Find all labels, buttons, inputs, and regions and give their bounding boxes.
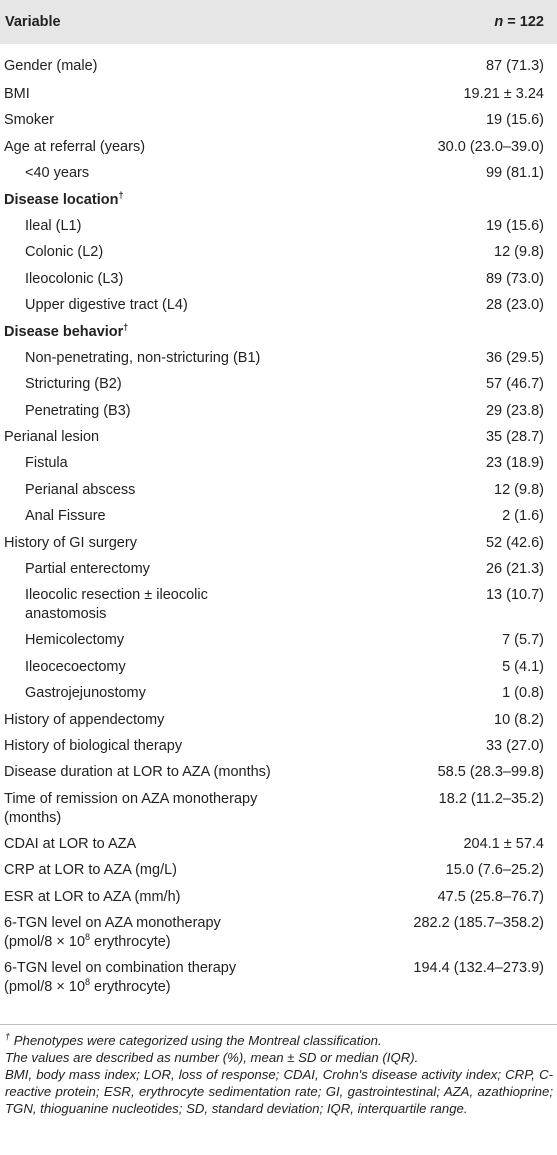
row-label: Smoker: [4, 112, 54, 129]
table-row: [0, 476, 557, 502]
row-value: [390, 318, 557, 344]
row-label: Fistula: [25, 455, 68, 472]
row-value: 99 (81.1): [485, 165, 544, 182]
row-label: History of biological therapy: [4, 737, 183, 754]
row-value: 29 (23.8): [485, 402, 544, 419]
row-value: 87 (71.3): [485, 58, 544, 74]
table-row: [0, 238, 557, 264]
table-row: [0, 133, 557, 159]
table-row: [0, 653, 557, 679]
row-label: Upper digestive tract (L4): [25, 297, 188, 314]
row-label: ESR at LOR to AZA (mm/h): [4, 888, 181, 905]
row-label: Anal Fissure: [25, 508, 106, 525]
row-label: Disease duration at LOR to AZA (months): [4, 764, 271, 781]
row-label: Perianal abscess: [25, 481, 136, 498]
row-label: Ileal (L1): [25, 217, 82, 234]
row-label: Non-penetrating, non-stricturing (B1): [25, 349, 261, 366]
row-label: Partial enterectomy: [25, 561, 150, 578]
table-row: [0, 732, 557, 758]
table-row: [0, 626, 557, 652]
row-label-line1: Ileocolic resection ± ileocolic: [25, 587, 208, 604]
table-row: [0, 954, 557, 999]
row-value: 282.2 (185.7–358.2): [413, 914, 544, 931]
row-label: Age at referral (years): [4, 138, 146, 155]
row-value: 28 (23.0): [485, 297, 544, 314]
section-label-text: Disease behavior: [4, 323, 124, 340]
section-row: [0, 318, 557, 344]
row-label: CDAI at LOR to AZA: [4, 835, 137, 852]
row-label-line2b: erythrocyte): [90, 978, 171, 995]
row-value: 58.5 (28.3–99.8): [437, 764, 544, 781]
row-value: 47.5 (25.8–76.7): [437, 888, 544, 905]
row-value: 12 (9.8): [494, 481, 544, 498]
row-label: Stricturing (B2): [25, 376, 122, 393]
table-row: [0, 581, 557, 626]
row-value: 19.21 ± 3.24: [463, 86, 544, 102]
row-value: 12 (9.8): [494, 244, 544, 261]
section-label-text: Disease location: [4, 191, 119, 208]
row-label: Ileocecoectomy: [25, 658, 126, 675]
table-row: [0, 502, 557, 528]
row-label: [0, 909, 390, 954]
row-value: 26 (21.3): [485, 561, 544, 578]
row-label: Perianal lesion: [4, 429, 100, 446]
dagger-mark: †: [5, 1031, 11, 1042]
row-value: 35 (28.7): [485, 429, 544, 446]
table-row: [0, 883, 557, 909]
exponent: 8: [85, 932, 91, 943]
row-label: Ileocolonic (L3): [25, 270, 124, 287]
section-label: [0, 186, 390, 212]
row-value: 194.4 (132.4–273.9): [413, 959, 544, 976]
row-label-line1: 6-TGN level on combination therapy: [4, 959, 237, 976]
row-label-line2b: erythrocyte): [90, 933, 171, 950]
row-value: 52 (42.6): [485, 534, 544, 551]
table-row: [0, 212, 557, 238]
table-row: [0, 449, 557, 475]
row-value: 10 (8.2): [494, 711, 544, 728]
row-value: 89 (73.0): [485, 270, 544, 287]
row-label-line2: anastomosis: [25, 606, 107, 623]
exponent: 8: [85, 977, 91, 988]
table-row: [0, 679, 557, 705]
row-label: Gender (male): [4, 58, 98, 74]
row-label-line2: (months): [4, 809, 62, 826]
row-value: 18.2 (11.2–35.2): [438, 790, 544, 807]
header-n-label: n: [494, 14, 504, 30]
footnote-montreal: [5, 1032, 553, 1049]
table-row: [0, 344, 557, 370]
footnote-divider: [0, 1024, 557, 1025]
row-value: 13 (10.7): [485, 587, 544, 604]
row-value: 15.0 (7.6–25.2): [445, 862, 544, 879]
table-header-row: [0, 0, 557, 44]
row-value: 57 (46.7): [485, 376, 544, 393]
row-label: Colonic (L2): [25, 244, 104, 261]
row-label-line1: 6-TGN level on AZA monotherapy: [4, 914, 221, 931]
table-row: [0, 856, 557, 882]
row-label: [0, 581, 390, 626]
row-value: [390, 186, 557, 212]
footnote-abbreviations: BMI, body mass index; LOR, loss of response; CDAI, Crohn's disease activity index; CRP, C-reactive protein; ESR, erythrocyte sedimentation rate; GI, gastrointestinal; AZA, azathioprine; TGN, thioguanine nucleotides; SD, standard deviation; IQR, interquartile range.: [5, 1067, 553, 1116]
table-row: [0, 529, 557, 555]
header-variable: Variable: [5, 14, 61, 30]
header-n-value: = 122: [503, 14, 544, 30]
dagger-mark: †: [123, 321, 129, 332]
row-value: 2 (1.6): [502, 508, 544, 525]
table-row: [0, 423, 557, 449]
row-value: 19 (15.6): [485, 217, 544, 234]
row-label-line1: Time of remission on AZA monotherapy: [4, 790, 258, 807]
table-row: [0, 370, 557, 396]
table-row: [0, 291, 557, 317]
table-row: [0, 397, 557, 423]
table-row: [0, 44, 557, 80]
row-value: 36 (29.5): [485, 349, 544, 366]
table-row: [0, 909, 557, 954]
row-label: BMI: [4, 86, 30, 102]
table-footnotes: [5, 1032, 553, 1117]
row-label: Gastrojejunostomy: [25, 685, 146, 702]
row-label: CRP at LOR to AZA (mg/L): [4, 862, 177, 879]
row-label-line2a: (pmol/8 × 10: [4, 933, 86, 950]
row-value: 33 (27.0): [485, 737, 544, 754]
table-row: [0, 159, 557, 185]
row-value: 1 (0.8): [502, 685, 544, 702]
table-row: [0, 555, 557, 581]
row-label: [0, 954, 390, 999]
row-value: 5 (4.1): [502, 658, 544, 675]
row-value: 7 (5.7): [502, 632, 544, 649]
row-label: <40 years: [25, 165, 90, 182]
table-row: [0, 830, 557, 856]
table-row: [0, 80, 557, 106]
row-label: Hemicolectomy: [25, 632, 125, 649]
footnote-montreal-text: Phenotypes were categorized using the Montreal classification.: [13, 1033, 382, 1048]
row-label: [0, 785, 390, 830]
table-row: [0, 706, 557, 732]
row-label: History of appendectomy: [4, 711, 165, 728]
table-row: [0, 106, 557, 132]
row-value: 204.1 ± 57.4: [463, 835, 544, 852]
section-label: [0, 318, 390, 344]
table-row: [0, 265, 557, 291]
row-value: 19 (15.6): [485, 112, 544, 129]
footnote-values: The values are described as number (%), mean ± SD or median (IQR).: [5, 1050, 419, 1065]
dagger-mark: †: [118, 189, 124, 200]
table-row: [0, 758, 557, 784]
section-row: [0, 186, 557, 212]
row-label: Penetrating (B3): [25, 402, 131, 419]
header-n: [390, 0, 557, 44]
row-value: 23 (18.9): [485, 455, 544, 472]
row-label: History of GI surgery: [4, 534, 137, 551]
table-row: [0, 785, 557, 830]
row-label-line2a: (pmol/8 × 10: [4, 978, 86, 995]
row-value: 30.0 (23.0–39.0): [437, 138, 544, 155]
